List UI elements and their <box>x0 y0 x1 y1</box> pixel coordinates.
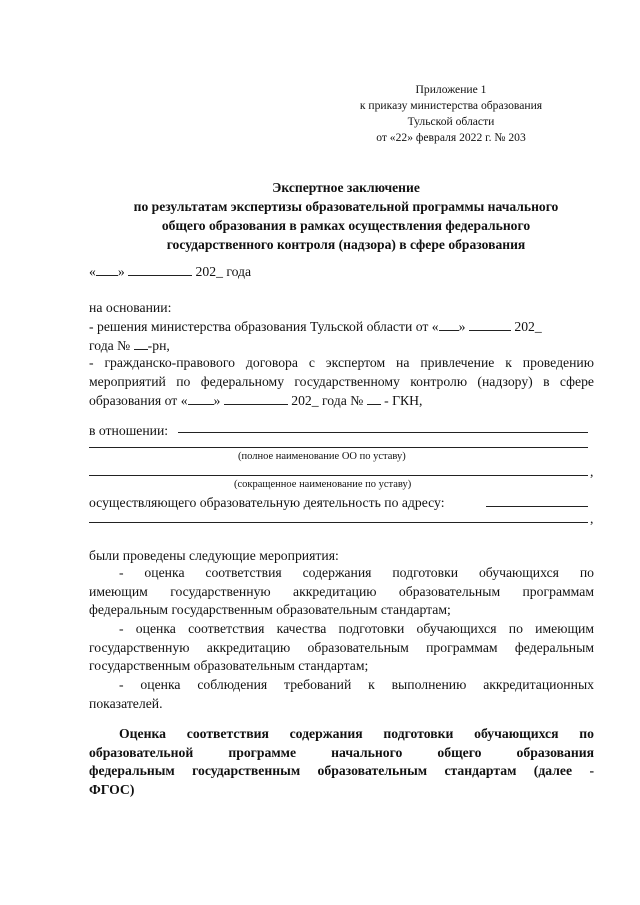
blank-field <box>469 317 511 331</box>
event-3 <box>89 676 594 713</box>
date-line <box>89 262 251 281</box>
org-short-name-line <box>89 475 588 476</box>
appendix-line-4: от «22» февраля 2022 г. № 203 <box>376 131 526 144</box>
number-label: года № <box>89 338 131 353</box>
basis-item-1-text: - решения министерства образования Тульской области от « <box>89 319 439 334</box>
basis-item-2-line-3 <box>89 391 422 410</box>
basis-item-1-cont <box>89 336 170 355</box>
title-line-2: по результатам экспертизы образовательной программы начального <box>133 199 559 214</box>
appendix-header <box>336 82 566 146</box>
section-line-1: Оценка соответствия содержания подготовки обучающихся по <box>119 726 594 741</box>
date-month-blank <box>128 262 192 276</box>
section-heading <box>89 725 594 799</box>
appendix-line-2: к приказу министерства образования <box>359 99 543 112</box>
address-line-1 <box>486 506 588 507</box>
section-line-4: ФГОС) <box>89 781 135 797</box>
relation-label: в отношении: <box>89 423 169 438</box>
blank-field <box>188 391 214 405</box>
org-full-name-line-2 <box>89 447 588 448</box>
basis-item-2-line-2: мероприятий по федеральному государственному контролю (надзору) в сфере <box>89 373 594 389</box>
caption-full-name: (полное наименование ОО по уставу) <box>238 451 406 462</box>
date-year: 202_ года <box>195 264 252 279</box>
event-1 <box>89 564 594 620</box>
title-line-4: государственного контроля (надзора) в сфере образования <box>166 237 526 252</box>
event-2-line-3: государственным образовательным стандартам; <box>89 658 369 674</box>
year-text: 202_ <box>514 319 542 334</box>
caption-short-name: (сокращенное наименование по уставу) <box>234 479 412 490</box>
address-comma: , <box>590 511 594 526</box>
events-heading: были проведены следующие мероприятия: <box>89 548 339 563</box>
quote-close: » <box>458 319 466 334</box>
basis-heading: на основании: <box>89 300 172 315</box>
blank-field <box>224 391 288 405</box>
quote-close: » <box>213 393 221 408</box>
address-label: осуществляющего образовательную деятельность по адресу: <box>89 495 445 510</box>
appendix-line-3: Тульской области <box>407 115 495 128</box>
basis-item-2-line-1: - гражданско-правового договора с экспертом на привлечение к проведению <box>89 355 594 370</box>
basis-item-2-text: образования от « <box>89 393 188 408</box>
blank-field <box>367 391 381 405</box>
event-2 <box>89 620 594 676</box>
year-number-text: 202_ года № <box>291 393 364 408</box>
event-3-line-1: - оценка соблюдения требований к выполнению аккредитационных <box>119 677 594 692</box>
event-1-line-1: - оценка соответствия содержания подготовки обучающихся по <box>119 565 594 580</box>
event-2-line-1: - оценка соответствия качества подготовки обучающихся по имеющим <box>119 621 594 636</box>
date-quote-open: « <box>89 264 96 279</box>
section-line-2: образовательной программе начального общего образования <box>89 744 594 760</box>
blank-field <box>134 336 148 350</box>
gkn-suffix: - ГКН, <box>384 393 423 408</box>
number-suffix: -рн, <box>147 338 170 353</box>
event-1-line-2: имеющим государственную аккредитацию образовательным программам <box>89 583 594 599</box>
short-name-comma: , <box>590 464 594 479</box>
title-line-3: общего образования в рамках осуществления федерального <box>161 218 531 233</box>
section-line-3: федеральным государственным образовательным стандартам (далее - <box>89 763 594 779</box>
event-3-line-2: показателей. <box>89 695 163 711</box>
blank-field <box>439 317 459 331</box>
event-2-line-2: государственную аккредитацию образовательным программам федеральным <box>89 639 594 655</box>
date-day-blank <box>96 262 118 276</box>
address-line-2 <box>89 522 588 523</box>
date-quote-close: » <box>117 264 125 279</box>
title-line-1: Экспертное заключение <box>272 180 420 195</box>
appendix-line-1: Приложение 1 <box>415 83 487 96</box>
basis-item-1 <box>89 317 542 336</box>
org-full-name-line-1 <box>178 432 588 433</box>
document-title <box>100 178 592 254</box>
event-1-line-3: федеральным государственным образовательным стандартам; <box>89 602 451 618</box>
basis-item-2 <box>89 354 594 391</box>
